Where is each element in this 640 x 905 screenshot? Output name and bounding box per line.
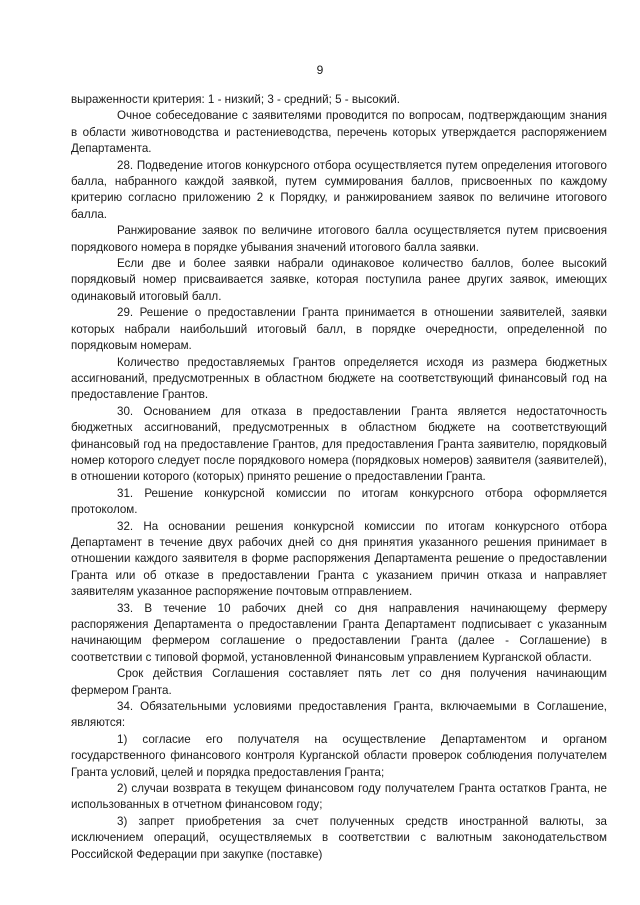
page-number: 9 — [316, 63, 324, 77]
paragraph: выраженности критерия: 1 - низкий; 3 - средний; 5 - высокий. — [71, 93, 400, 106]
paragraph: 1) согласие его получателя на осуществление Департаментом и органом государственного финансового контроля Курганской области проверок соблюдения получателем Гранта условий, целей и порядка предоставления Гранта; — [71, 732, 607, 779]
paragraph: Очное собеседование с заявителями проводится по вопросам, подтверждающим знания в области животноводства и растениеводства, перечень которых утверждается распоряжением Департамента. — [71, 109, 607, 156]
paragraph: 2) случаи возврата в текущем финансовом году получателем Гранта остатков Гранта, не использованных в отчетном финансовом году; — [71, 782, 607, 812]
paragraph: Если две и более заявки набрали одинаковое количество баллов, более высокий порядковый номер присваивается заявке, которая поступила ранее других заявок, имеющих одинаковый итоговый балл. — [71, 257, 607, 303]
paragraph: Срок действия Соглашения составляет пять лет со дня получения начинающим фермером Гранта. — [71, 667, 607, 697]
paragraph: 28. Подведение итогов конкурсного отбора осуществляется путем определения итогового балла, набранного каждой заявкой, путем суммирования баллов, присвоенных по каждому критерию согласно приложению 2 к Порядку, и ранжированием заявок по величине итогового балла. — [71, 158, 607, 221]
paragraph: 31. Решение конкурсной комиссии по итогам конкурсного отбора оформляется протоколом. — [71, 486, 607, 517]
paragraph: 3) запрет приобретения за счет полученных средств иностранной валюты, за исключением операций, осуществляемых в соответствии с валютным законодательством Российской Федерации при закупке (поставке) — [71, 814, 607, 861]
paragraph: 30. Основанием для отказа в предоставлении Гранта является недостаточность бюджетных ассигнований, предусмотренных в областном бюджете на соответствующий финансовый год на предоставление Грантов, для предоставления Гранта заявителю, порядковый номер которого следует после порядкового номера (порядковых номеров) заявителя (заявителей), в отношении которого (которых) принято решение о предоставлении Гранта. — [71, 404, 607, 484]
paragraph: Количество предоставляемых Грантов определяется исходя из размера бюджетных ассигнований, предусмотренных в областном бюджете на соответствующий финансовый год на предоставление Грантов. — [71, 355, 607, 402]
paragraph: 34. Обязательными условиями предоставления Гранта, включаемыми в Соглашение, являются: — [71, 700, 607, 730]
paragraph: Ранжирование заявок по величине итогового балла осуществляется путем присвоения порядкового номера в порядке убывания значений итогового балла заявки. — [71, 224, 607, 254]
paragraph: 29. Решение о предоставлении Гранта принимается в отношении заявителей, заявки которых набрали наибольший итоговый балл, в порядке очередности, определенной по порядковым номерам. — [71, 306, 607, 353]
document-body — [71, 92, 607, 863]
paragraph: 33. В течение 10 рабочих дней со дня направления начинающему фермеру распоряжения Департамента о предоставлении Гранта Департамент подписывает с указанным начинающим фермером соглашение о предоставлении Гранта (далее - Соглашение) в соответствии с типовой формой, установленной Финансовым управлением Курганской области. — [71, 601, 607, 664]
paragraph: 32. На основании решения конкурсной комиссии по итогам конкурсного отбора Департамент в течение двух рабочих дней со дня принятия указанного решения принимает в отношении каждого заявителя в форме распоряжения Департамента решение о предоставлении Гранта или об отказе в предоставлении Гранта с указанием причин отказа и направляет заявителям указанное распоряжение почтовым отправлением. — [71, 519, 607, 599]
